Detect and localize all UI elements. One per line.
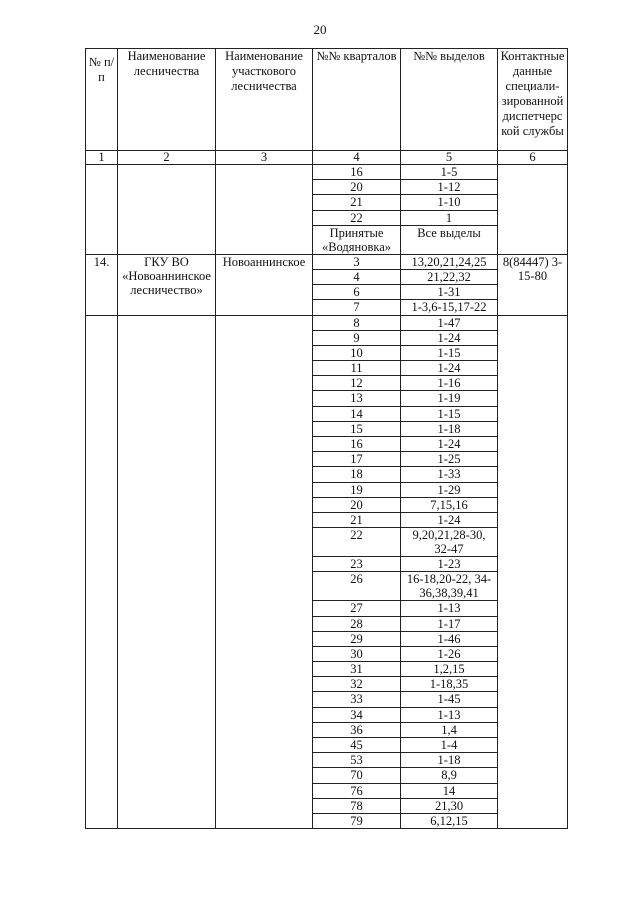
plots-cell: 1-25 — [401, 452, 498, 467]
plots-cell: 1-24 — [401, 361, 498, 376]
quarter-cell: 79 — [313, 813, 401, 828]
plots-cell: 1 — [401, 210, 498, 225]
plots-cell: 1-33 — [401, 467, 498, 482]
plots-cell: 1-24 — [401, 330, 498, 345]
plots-cell: 1-23 — [401, 557, 498, 572]
table-row — [86, 254, 568, 269]
quarter-cell: 16 — [313, 437, 401, 452]
plots-cell: 9,20,21,28-30, 32-47 — [401, 528, 498, 557]
quarter-cell: 16 — [313, 165, 401, 180]
plots-cell: 1-16 — [401, 376, 498, 391]
quarter-cell: 3 — [313, 254, 401, 269]
plots-cell: 1-17 — [401, 616, 498, 631]
empty-cell — [86, 315, 118, 829]
quarter-cell: 45 — [313, 738, 401, 753]
plots-cell: 16-18,20-22, 34-36,38,39,41 — [401, 572, 498, 601]
plots-cell: 1-46 — [401, 631, 498, 646]
entry-number: 14. — [86, 254, 118, 315]
quarter-cell: 4 — [313, 269, 401, 284]
plots-cell: 7,15,16 — [401, 497, 498, 512]
plots-cell: 1-19 — [401, 391, 498, 406]
column-number: 2 — [118, 151, 216, 165]
empty-cell — [86, 165, 118, 255]
column-number: 5 — [401, 151, 498, 165]
quarter-cell: 22 — [313, 210, 401, 225]
plots-cell: 8,9 — [401, 768, 498, 783]
quarter-cell: 78 — [313, 798, 401, 813]
table-row — [86, 165, 568, 180]
quarter-cell: 9 — [313, 330, 401, 345]
quarter-cell: 31 — [313, 662, 401, 677]
quarter-cell: 8 — [313, 315, 401, 330]
plots-cell: 1-24 — [401, 437, 498, 452]
quarter-cell: 19 — [313, 482, 401, 497]
quarter-cell: 29 — [313, 631, 401, 646]
plots-cell: 1-18 — [401, 753, 498, 768]
quarter-cell: 17 — [313, 452, 401, 467]
quarter-cell: 20 — [313, 180, 401, 195]
quarter-cell: 11 — [313, 361, 401, 376]
quarter-cell: 70 — [313, 768, 401, 783]
empty-cell — [118, 315, 216, 829]
plots-cell: 1-12 — [401, 180, 498, 195]
column-numbers-row — [86, 151, 568, 165]
quarter-cell: 27 — [313, 601, 401, 616]
quarter-cell: 21 — [313, 512, 401, 527]
plots-cell: 1-5 — [401, 165, 498, 180]
quarter-cell: 26 — [313, 572, 401, 601]
plots-cell: 1-13 — [401, 601, 498, 616]
column-number: 1 — [86, 151, 118, 165]
quarter-cell: 53 — [313, 753, 401, 768]
plots-cell: 1-47 — [401, 315, 498, 330]
column-number: 4 — [313, 151, 401, 165]
plots-cell: 1-10 — [401, 195, 498, 210]
column-number: 3 — [216, 151, 313, 165]
plots-cell: 1-15 — [401, 345, 498, 360]
quarter-cell: 6 — [313, 285, 401, 300]
empty-cell — [498, 315, 568, 829]
table-row — [86, 315, 568, 330]
plots-cell: 1-26 — [401, 646, 498, 661]
column-number: 6 — [498, 151, 568, 165]
plots-cell: Все выделы — [401, 225, 498, 254]
page-number: 20 — [313, 22, 327, 37]
contact-phone: 8(84447) 3-15-80 — [498, 254, 568, 315]
header-contacts: Контактные данные специали-зированной диспетчерс кой службы — [498, 49, 568, 151]
empty-cell — [216, 315, 313, 829]
quarter-cell: 33 — [313, 692, 401, 707]
header-district: Наименование участкового лесничества — [216, 49, 313, 151]
empty-cell — [498, 165, 568, 255]
plots-cell: 1-24 — [401, 512, 498, 527]
plots-cell: 1-15 — [401, 406, 498, 421]
quarter-cell: 21 — [313, 195, 401, 210]
plots-cell: 14 — [401, 783, 498, 798]
plots-cell: 1-45 — [401, 692, 498, 707]
quarter-cell: 32 — [313, 677, 401, 692]
quarter-cell: 76 — [313, 783, 401, 798]
quarter-cell: 14 — [313, 406, 401, 421]
header-forestry: Наименование лесничества — [118, 49, 216, 151]
quarter-cell: 22 — [313, 528, 401, 557]
quarter-cell: 13 — [313, 391, 401, 406]
quarter-cell: 12 — [313, 376, 401, 391]
plots-cell: 13,20,21,24,25 — [401, 254, 498, 269]
empty-cell — [216, 165, 313, 255]
header-number: № п/п — [86, 49, 118, 151]
header-quarters: №№ кварталов — [313, 49, 401, 151]
plots-cell: 1-18 — [401, 421, 498, 436]
header-plots: №№ выделов — [401, 49, 498, 151]
quarter-cell: 18 — [313, 467, 401, 482]
quarter-cell: 28 — [313, 616, 401, 631]
quarter-cell: 34 — [313, 707, 401, 722]
quarter-cell: 10 — [313, 345, 401, 360]
plots-cell: 6,12,15 — [401, 813, 498, 828]
empty-cell — [118, 165, 216, 255]
quarter-cell: 20 — [313, 497, 401, 512]
district-name: Новоаннинское — [216, 254, 313, 315]
quarter-cell: Принятые «Водяновка» — [313, 225, 401, 254]
forestry-name: ГКУ ВО «Новоаннинское лесничество» — [118, 254, 216, 315]
plots-cell: 1-4 — [401, 738, 498, 753]
header-row — [86, 49, 568, 151]
plots-cell: 1-3,6-15,17-22 — [401, 300, 498, 315]
plots-cell: 1-29 — [401, 482, 498, 497]
quarter-cell: 7 — [313, 300, 401, 315]
quarter-cell: 36 — [313, 722, 401, 737]
plots-cell: 1-31 — [401, 285, 498, 300]
plots-cell: 1-18,35 — [401, 677, 498, 692]
plots-cell: 21,22,32 — [401, 269, 498, 284]
plots-cell: 21,30 — [401, 798, 498, 813]
plots-cell: 1-13 — [401, 707, 498, 722]
quarter-cell: 15 — [313, 421, 401, 436]
plots-cell: 1,4 — [401, 722, 498, 737]
forestry-table — [85, 48, 568, 829]
plots-cell: 1,2,15 — [401, 662, 498, 677]
quarter-cell: 23 — [313, 557, 401, 572]
quarter-cell: 30 — [313, 646, 401, 661]
